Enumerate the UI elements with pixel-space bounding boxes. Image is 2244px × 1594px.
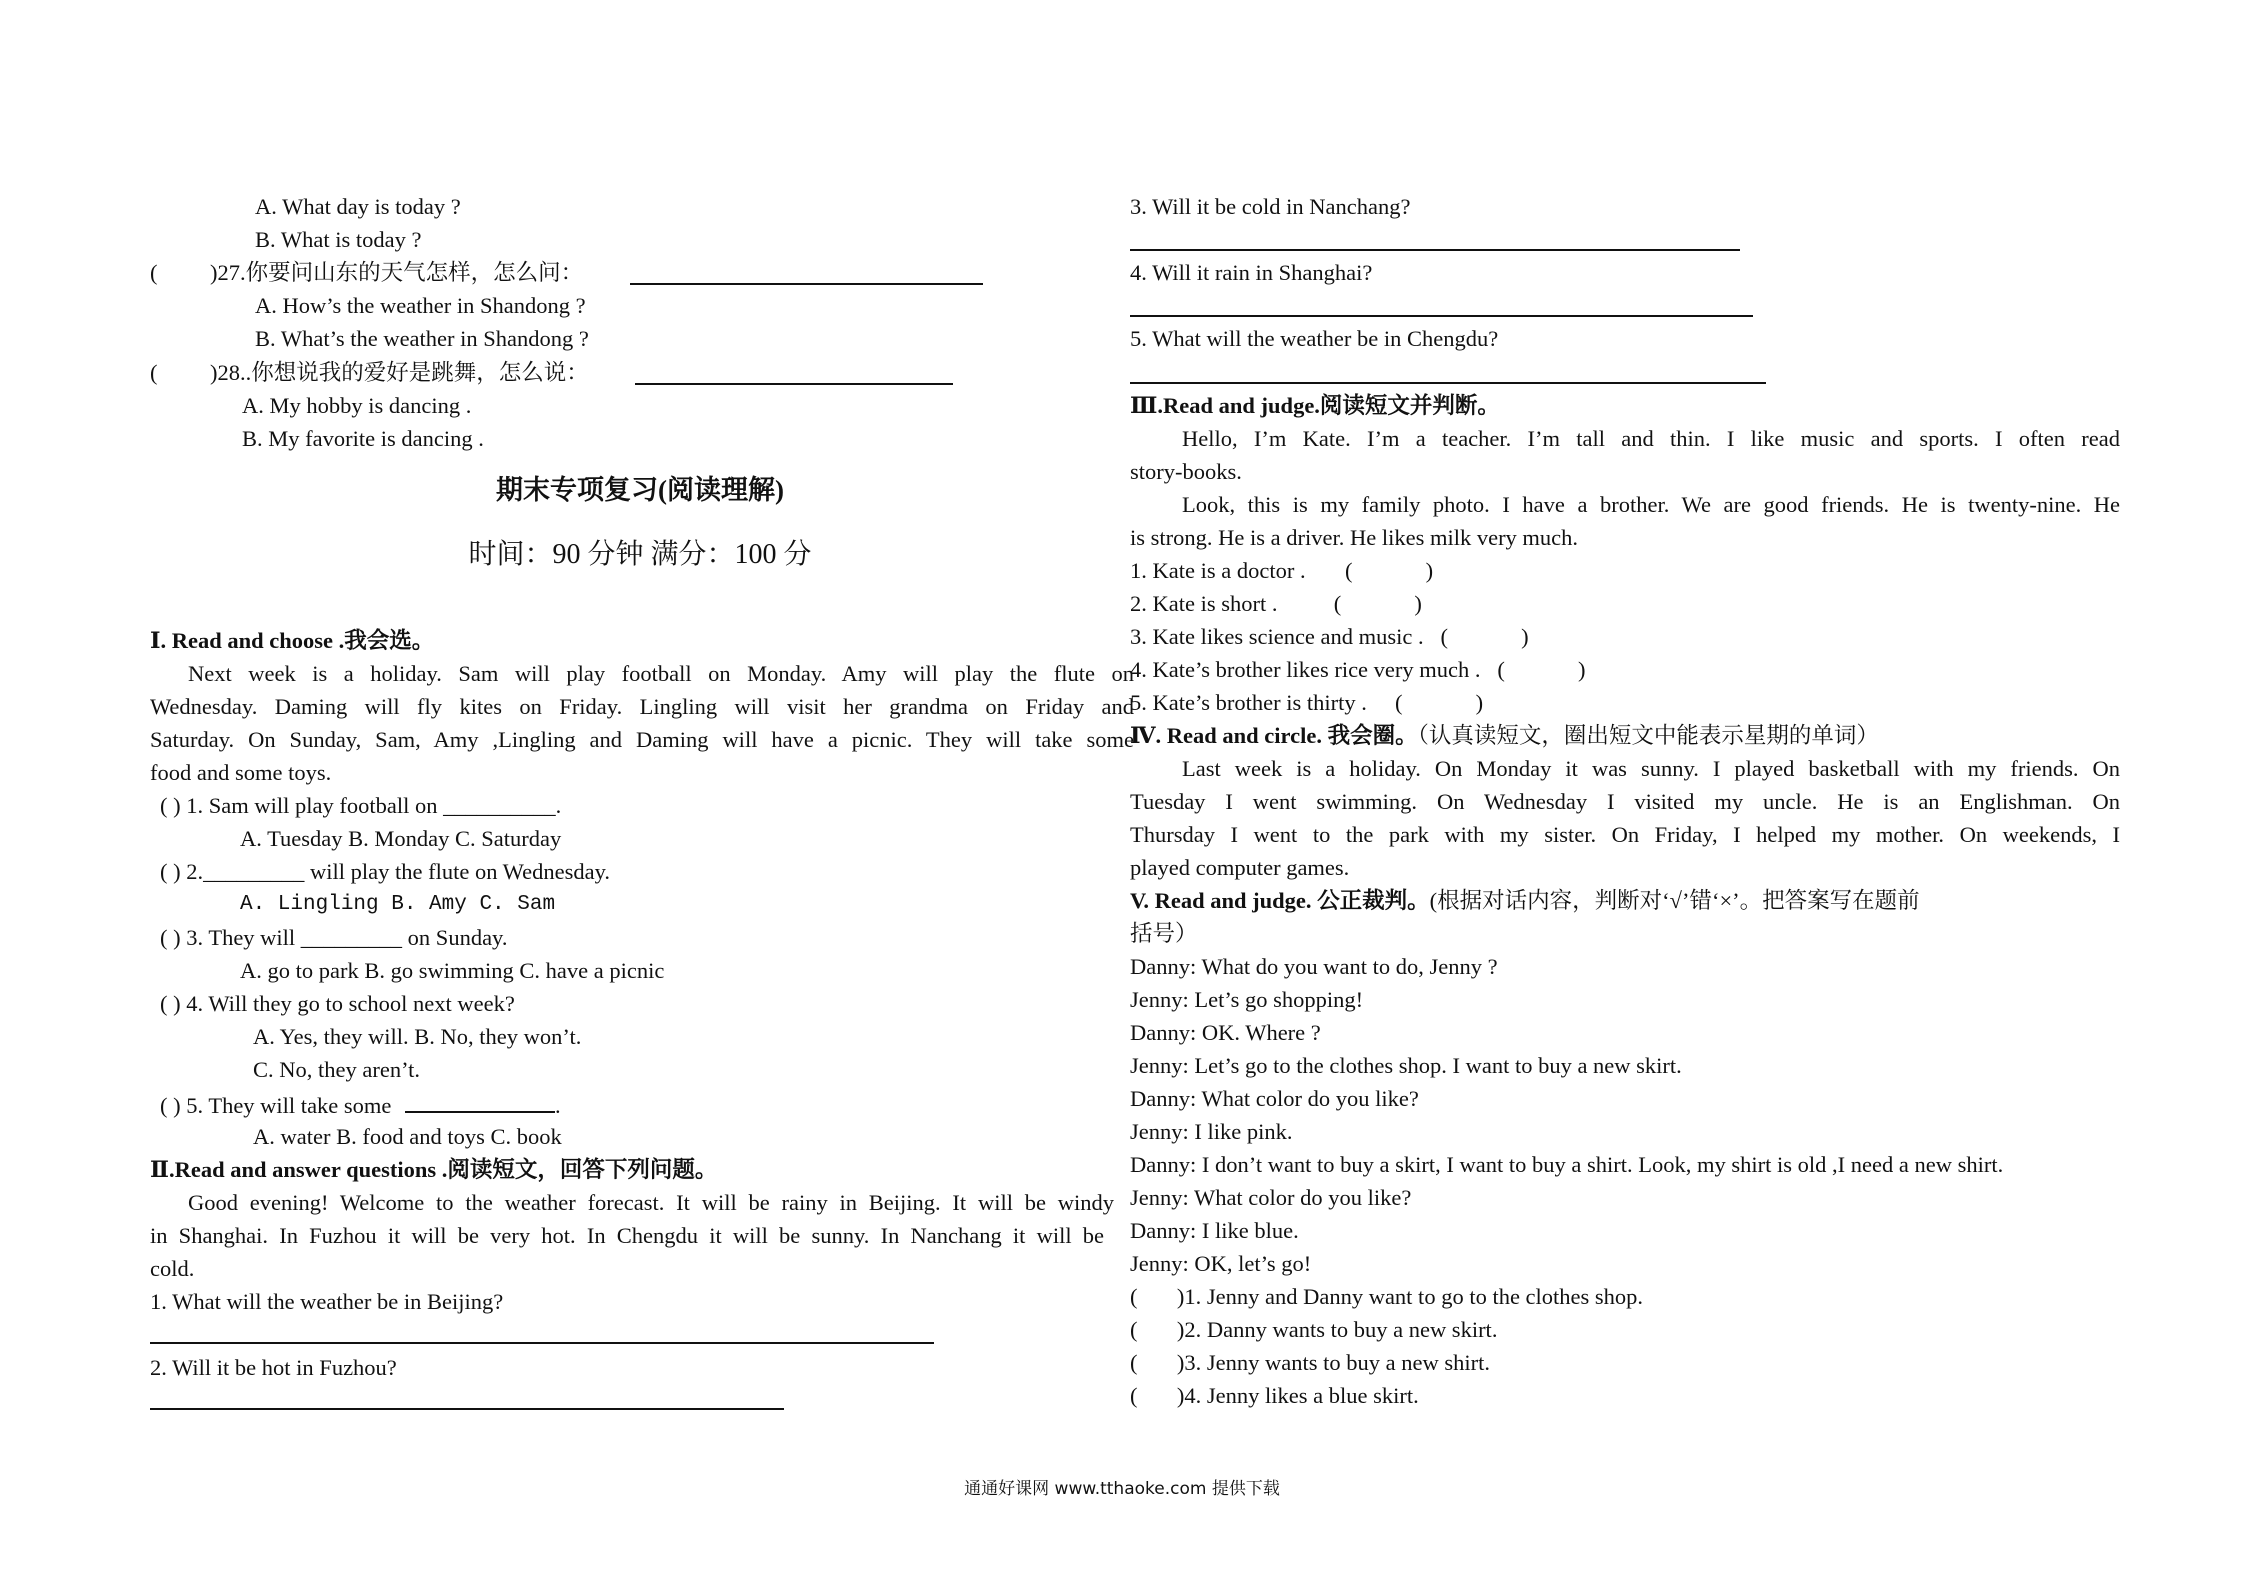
q26-option-b: B. What is today ?	[255, 227, 422, 252]
q27-answer-line	[630, 283, 983, 285]
s1-q1-options: A. Tuesday B. Monday C. Saturday	[240, 826, 562, 851]
section5-note: (根据对话内容，判断对‘√’错‘×’。把答案写在题前	[1429, 888, 1920, 913]
dialogue-line: Danny: What color do you like?	[1130, 1086, 1419, 1111]
section5-heading-line	[1130, 884, 1920, 917]
s3-q5: 5. Kate’s brother is thirty . ( )	[1130, 690, 1484, 715]
q28-bracket: (	[150, 360, 158, 385]
s1-q3-options: A. go to park B. go swimming C. have a picnic	[240, 958, 665, 983]
q28-option-a: A. My hobby is dancing .	[242, 393, 472, 418]
page-title: 期末专项复习(阅读理解)	[496, 475, 784, 505]
section5-heading: V. Read and judge. 公正裁判。	[1130, 888, 1430, 913]
section2-passage-line2: in Shanghai. In Fuzhou it will be very hot. In Chengdu it will be sunny. In Nanchang it will be	[150, 1223, 1104, 1248]
section2-passage-line1: Good evening! Welcome to the weather forecast. It will be rainy in Beijing. It will be windy	[188, 1190, 1114, 1215]
time-info: 时间：90 分钟 满分：100 分	[468, 539, 812, 570]
dialogue-line: Danny: OK. Where ?	[1130, 1020, 1321, 1045]
q28-question: )28..你想说我的爱好是跳舞，怎么说：	[210, 360, 589, 385]
section2-passage-line3: cold.	[150, 1256, 195, 1281]
section3-passage-line3: Look, this is my family photo. I have a brother. We are good friends. He is twenty-nine. He	[1182, 492, 2120, 517]
section1-heading: Ⅰ. Read and choose .我会选。	[150, 628, 435, 653]
section4-heading-line	[1130, 719, 1879, 752]
s2-q1: 1. What will the weather be in Beijing?	[150, 1289, 504, 1314]
s2-q3-answer-line	[1130, 249, 1740, 251]
s2-q5: 5. What will the weather be in Chengdu?	[1130, 326, 1499, 351]
s2-q3: 3. Will it be cold in Nanchang?	[1130, 194, 1411, 219]
dialogue-line: Jenny: Let’s go shopping!	[1130, 987, 1364, 1012]
s3-q1: 1. Kate is a doctor . ( )	[1130, 558, 1434, 583]
section1-passage-line1: Next week is a holiday. Sam will play football on Monday. Amy will play the flute on	[188, 661, 1134, 686]
s1-q4-options-2: C. No, they aren’t.	[253, 1057, 421, 1082]
s3-q2: 2. Kate is short . ( )	[1130, 591, 1422, 616]
s3-q3: 3. Kate likes science and music . ( )	[1130, 624, 1529, 649]
q27-option-a: A. How’s the weather in Shandong ?	[255, 293, 586, 318]
s5-q1: ( )1. Jenny and Danny want to go to the clothes shop.	[1130, 1284, 1644, 1309]
section4-note: （认真读短文，圈出短文中能表示星期的单词）	[1417, 723, 1879, 748]
section4-passage-line4: played computer games.	[1130, 855, 1350, 880]
section3-passage-line1: Hello, I’m Kate. I’m a teacher. I’m tall and thin. I like music and sports. I often read	[1182, 426, 2120, 451]
section3-passage-line2: story-books.	[1130, 459, 1242, 484]
section1-passage-line2: Wednesday. Daming will fly kites on Friday. Lingling will visit her grandma on Friday and	[150, 694, 1134, 719]
q28-option-b: B. My favorite is dancing .	[242, 426, 484, 451]
dialogue-line: Jenny: Let’s go to the clothes shop. I want to buy a new skirt.	[1130, 1053, 1682, 1078]
q27-option-b: B. What’s the weather in Shandong ?	[255, 326, 589, 351]
s1-q1: ( ) 1. Sam will play football on __________.	[160, 793, 562, 818]
s1-q5	[160, 1087, 561, 1122]
q28-answer-line	[635, 383, 953, 385]
dialogue-line: Danny: What do you want to do, Jenny ?	[1130, 954, 1498, 979]
s2-q2-answer-line	[150, 1408, 784, 1410]
dialogue-line: Jenny: What color do you like?	[1130, 1185, 1412, 1210]
s2-q2: 2. Will it be hot in Fuzhou?	[150, 1355, 397, 1380]
section3-heading: Ⅲ.Read and judge.阅读短文并判断。	[1130, 393, 1500, 418]
s5-q2: ( )2. Danny wants to buy a new skirt.	[1130, 1317, 1498, 1342]
s2-q4-answer-line	[1130, 315, 1753, 317]
s1-q5-text: ( ) 5. They will take some	[160, 1093, 392, 1118]
s5-q4: ( )4. Jenny likes a blue skirt.	[1130, 1383, 1419, 1408]
section1-passage-line3: Saturday. On Sunday, Sam, Amy ,Lingling and Daming will have a picnic. They will take some	[150, 727, 1134, 752]
section4-passage-line3: Thursday I went to the park with my sister. On Friday, I helped my mother. On weekends, I	[1130, 822, 2120, 847]
s1-q5-end: .	[555, 1093, 561, 1118]
section1-passage-line4: food and some toys.	[150, 760, 332, 785]
s1-q5-options: A. water B. food and toys C. book	[253, 1124, 562, 1149]
footer-credit: 通通好课网 www.tthaoke.com 提供下载	[964, 1479, 1280, 1499]
section4-passage-line2: Tuesday I went swimming. On Wednesday I visited my uncle. He is an Englishman. On	[1130, 789, 2120, 814]
s1-q2-options: A. Lingling B. Amy C. Sam	[240, 893, 556, 916]
q26-option-a: A. What day is today ?	[255, 194, 461, 219]
section4-passage-line1: Last week is a holiday. On Monday it was sunny. I played basketball with my friends. On	[1182, 756, 2120, 781]
dialogue-line: Danny: I don’t want to buy a skirt, I want to buy a shirt. Look, my shirt is old ,I need a new shirt.	[1130, 1152, 2004, 1177]
s1-q2: ( ) 2._________ will play the flute on Wednesday.	[160, 859, 610, 884]
s2-q4: 4. Will it rain in Shanghai?	[1130, 260, 1373, 285]
q27-question: )27.你要问山东的天气怎样，怎么问：	[210, 260, 584, 285]
dialogue-line: Jenny: OK, let’s go!	[1130, 1251, 1312, 1276]
dialogue-line: Jenny: I like pink.	[1130, 1119, 1293, 1144]
s5-q3: ( )3. Jenny wants to buy a new shirt.	[1130, 1350, 1490, 1375]
section3-passage-line4: is strong. He is a driver. He likes milk very much.	[1130, 525, 1579, 550]
section2-heading: Ⅱ.Read and answer questions .阅读短文，回答下列问题。	[150, 1157, 718, 1182]
s3-q4: 4. Kate’s brother likes rice very much . ( )	[1130, 657, 1586, 682]
q27-bracket: (	[150, 260, 158, 285]
section4-heading: Ⅳ. Read and circle. 我会圈。	[1130, 723, 1418, 748]
s2-q5-answer-line	[1130, 382, 1766, 384]
section5-note-line2: 括号）	[1130, 921, 1198, 946]
s1-q5-blank	[405, 1087, 555, 1113]
s1-q4: ( ) 4. Will they go to school next week?	[160, 991, 515, 1016]
s1-q3: ( ) 3. They will _________ on Sunday.	[160, 925, 508, 950]
s1-q4-options-1: A. Yes, they will. B. No, they won’t.	[253, 1024, 582, 1049]
dialogue-line: Danny: I like blue.	[1130, 1218, 1299, 1243]
s2-q1-answer-line	[150, 1342, 934, 1344]
